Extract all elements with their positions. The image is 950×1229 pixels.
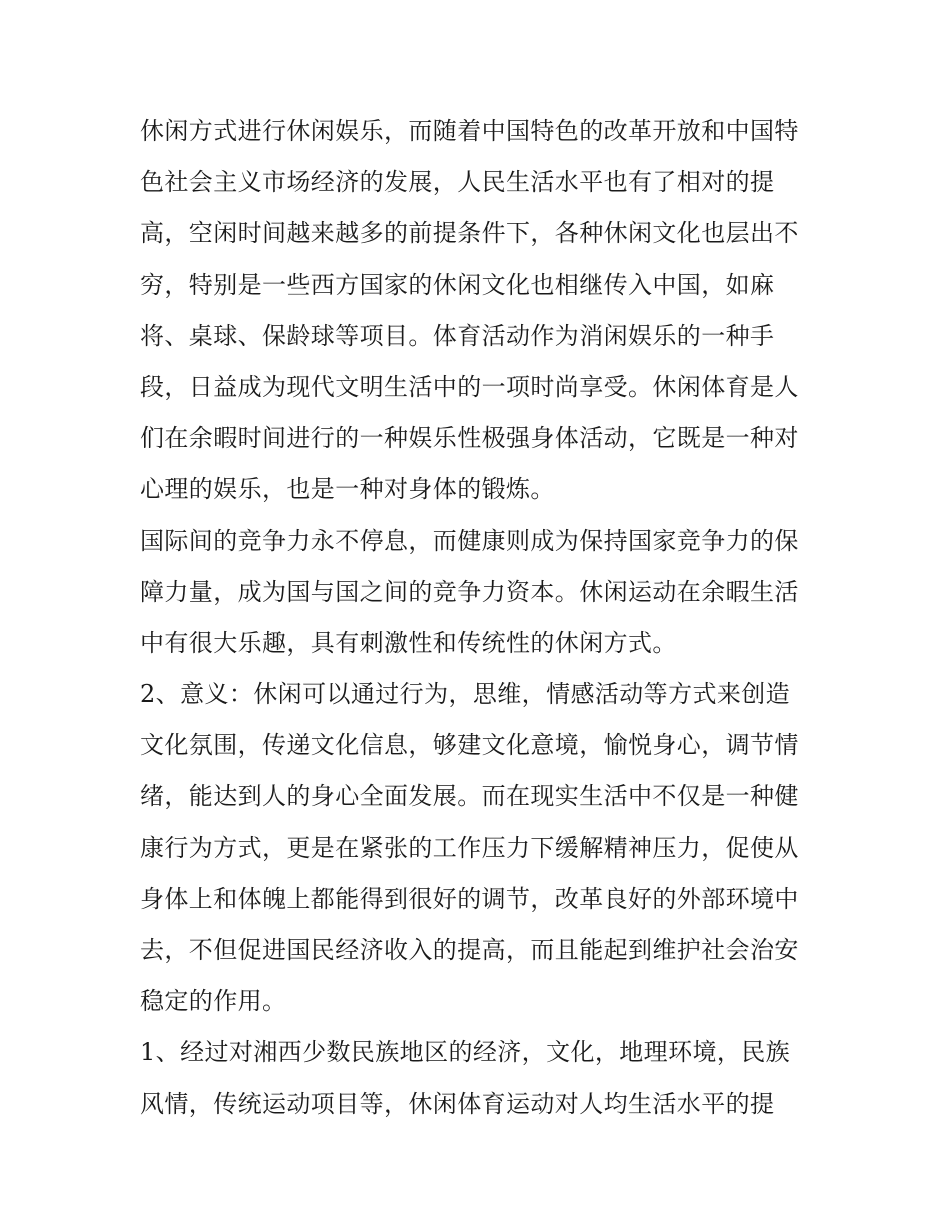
text-line: 康行为方式，更是在紧张的工作压力下缓解精神压力，促使从 [140, 833, 799, 862]
text-line: 1、经过对湘西少数民族地区的经济，文化，地理环境，民族 [140, 1038, 791, 1067]
text-line: 去，不但促进国民经济收入的提高，而且能起到维护社会治安 [140, 936, 799, 964]
text-line: 休闲方式进行休闲娱乐，而随着中国特色的改革开放和中国特 [140, 117, 799, 145]
text-line: 穷，特别是一些西方国家的休闲文化也相继传入中国，如麻 [140, 270, 775, 299]
text-line: 国际间的竞争力永不停息，而健康则成为保持国家竞争力的保 [140, 526, 799, 555]
text-line: 障力量，成为国与国之间的竞争力资本。休闲运动在余暇生活 [140, 577, 799, 606]
text-line: 文化氛围，传递文化信息，够建文化意境，愉悦身心，调节情 [140, 731, 799, 760]
text-line: 2、意义：休闲可以通过行为，思维，情感活动等方式来创造 [140, 680, 791, 709]
text-line: 心理的娱乐，也是一种对身体的锻炼。 [140, 475, 555, 504]
text-line: 稳定的作用。 [140, 987, 287, 1016]
body-text [140, 106, 820, 1130]
text-line: 中有很大乐趣，具有刺激性和传统性的休闲方式。 [140, 628, 677, 657]
text-line: 将、桌球、保龄球等项目。体育活动作为消闲娱乐的一种手 [140, 321, 775, 350]
text-line: 绪，能达到人的身心全面发展。而在现实生活中不仅是一种健 [140, 782, 799, 811]
text-line: 段，日益成为现代文明生活中的一项时尚享受。休闲体育是人 [140, 372, 799, 401]
text-line: 们在余暇时间进行的一种娱乐性极强身体活动，它既是一种对 [140, 424, 799, 453]
text-line: 色社会主义市场经济的发展，人民生活水平也有了相对的提 [140, 168, 775, 197]
text-line: 高，空闲时间越来越多的前提条件下，各种休闲文化也层出不 [140, 219, 799, 248]
text-line: 风情，传统运动项目等，休闲体育运动对人均生活水平的提 [140, 1089, 775, 1118]
text-line: 身体上和体魄上都能得到很好的调节，改革良好的外部环境中 [140, 884, 799, 913]
